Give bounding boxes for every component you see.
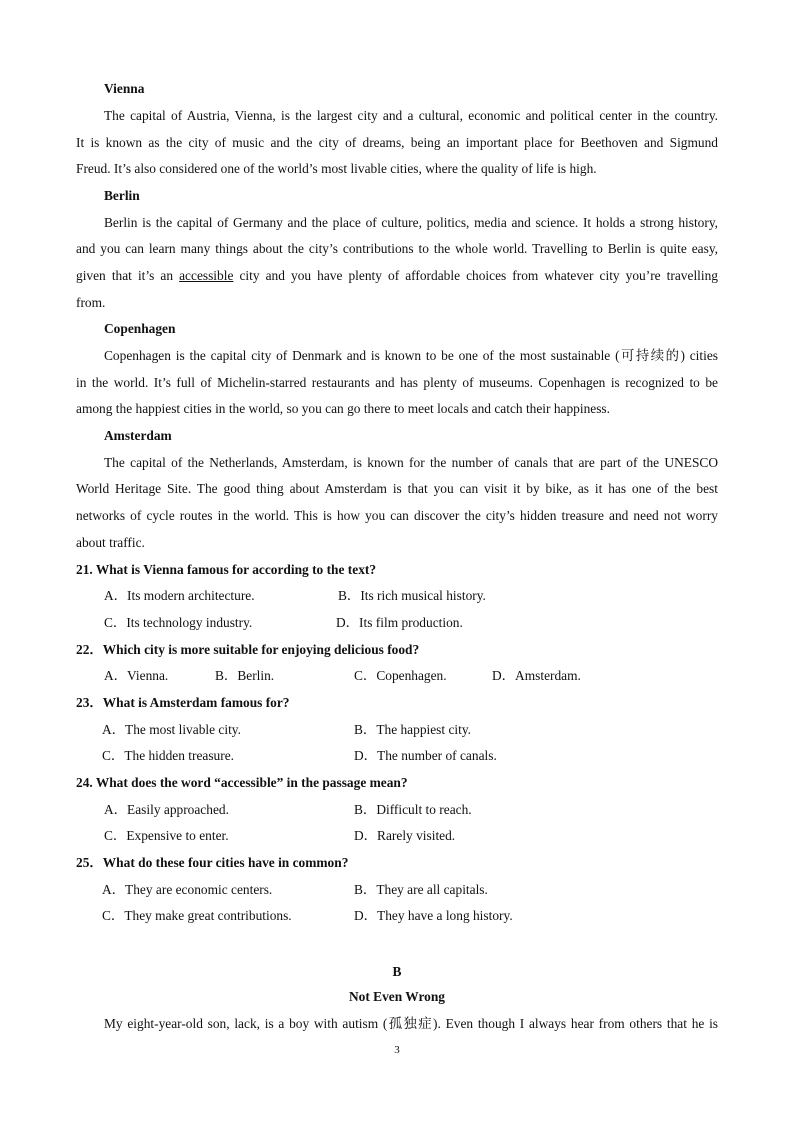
question-stem: 22．Which city is more suitable for enjoying delicious food?	[76, 642, 420, 657]
question-stem: 25．What do these four cities have in common?	[76, 855, 349, 870]
option-c: C．They make great contributions.	[102, 908, 292, 923]
paragraph-line: in the world. It’s full of Michelin-starred restaurants and has plenty of museums. Copenhagen is recognized to be	[76, 375, 718, 390]
paragraph-line: The capital of the Netherlands, Amsterdam, is known for the number of canals that are part of the UNESCO	[104, 455, 718, 470]
option-b: B．Its rich musical history.	[338, 588, 486, 603]
passage-title: Not Even Wrong	[349, 989, 445, 1004]
paragraph-line: from.	[76, 295, 106, 310]
option-a: A．The most livable city.	[102, 722, 241, 737]
section-heading-copenhagen: Copenhagen	[104, 321, 176, 336]
option-d: D．Its film production.	[336, 615, 463, 630]
underlined-word-accessible: accessible	[179, 268, 234, 283]
option-b: B．Difficult to reach.	[354, 802, 472, 817]
page-number: 3	[394, 1044, 400, 1056]
question-stem: 24. What does the word “accessible” in the passage mean?	[76, 775, 408, 790]
part-label: B	[392, 964, 402, 979]
paragraph-line: Freud. It’s also considered one of the world’s most livable cities, where the quality of life is high.	[76, 161, 597, 176]
section-heading-berlin: Berlin	[104, 188, 140, 203]
question-stem: 23．What is Amsterdam famous for?	[76, 695, 290, 710]
option-d: D．Amsterdam.	[492, 668, 581, 683]
paragraph-line: My eight-year-old son, lack, is a boy with autism (孤独症). Even though I always hear from others that he is	[104, 1016, 718, 1031]
paragraph-line: and you can learn many things about the city’s contributions to the whole world. Travelling to Berlin is quite easy,	[76, 241, 718, 256]
paragraph-line: among the happiest cities in the world, so you can go there to meet locals and catch their happiness.	[76, 401, 610, 416]
option-a: A．Easily approached.	[104, 802, 229, 817]
paragraph-line: about traffic.	[76, 535, 145, 550]
paragraph-line: World Heritage Site. The good thing about Amsterdam is that you can visit it by bike, as it has one of the best	[76, 481, 718, 496]
option-d: D．The number of canals.	[354, 748, 497, 763]
option-c: C．Copenhagen.	[354, 668, 447, 683]
option-a: A．They are economic centers.	[102, 882, 273, 897]
question-stem: 21. What is Vienna famous for according to the text?	[76, 562, 377, 577]
option-b: B．The happiest city.	[354, 722, 472, 737]
option-c: C．Expensive to enter.	[104, 828, 229, 843]
option-d: D．Rarely visited.	[354, 828, 456, 843]
option-a: A．Vienna.	[104, 668, 169, 683]
paragraph-line: The capital of Austria, Vienna, is the largest city and a cultural, economic and political center in the country.	[104, 108, 718, 123]
text-segment: city and you have plenty of affordable choices from whatever city you’re travelling	[233, 268, 718, 283]
section-heading-vienna: Vienna	[104, 81, 145, 96]
section-heading-amsterdam: Amsterdam	[104, 428, 172, 443]
paragraph-line: Copenhagen is the capital city of Denmark and is known to be one of the most sustainable (可持续的) cities	[104, 348, 718, 363]
option-c: C．Its technology industry.	[104, 615, 253, 630]
option-d: D．They have a long history.	[354, 908, 513, 923]
paragraph-line: networks of cycle routes in the world. This is how you can discover the city’s hidden treasure and need not worry	[76, 508, 718, 523]
text-segment: given that it’s an	[76, 268, 180, 283]
paragraph-line	[76, 267, 718, 285]
paragraph-line: It is known as the city of music and the city of dreams, being an important place for Beethoven and Sigmund	[76, 135, 718, 150]
option-b: B．Berlin.	[215, 668, 275, 683]
paragraph-line: Berlin is the capital of Germany and the place of culture, politics, media and science. It holds a strong history,	[104, 215, 718, 230]
option-b: B．They are all capitals.	[354, 882, 488, 897]
option-a: A．Its modern architecture.	[104, 588, 255, 603]
option-c: C．The hidden treasure.	[102, 748, 235, 763]
